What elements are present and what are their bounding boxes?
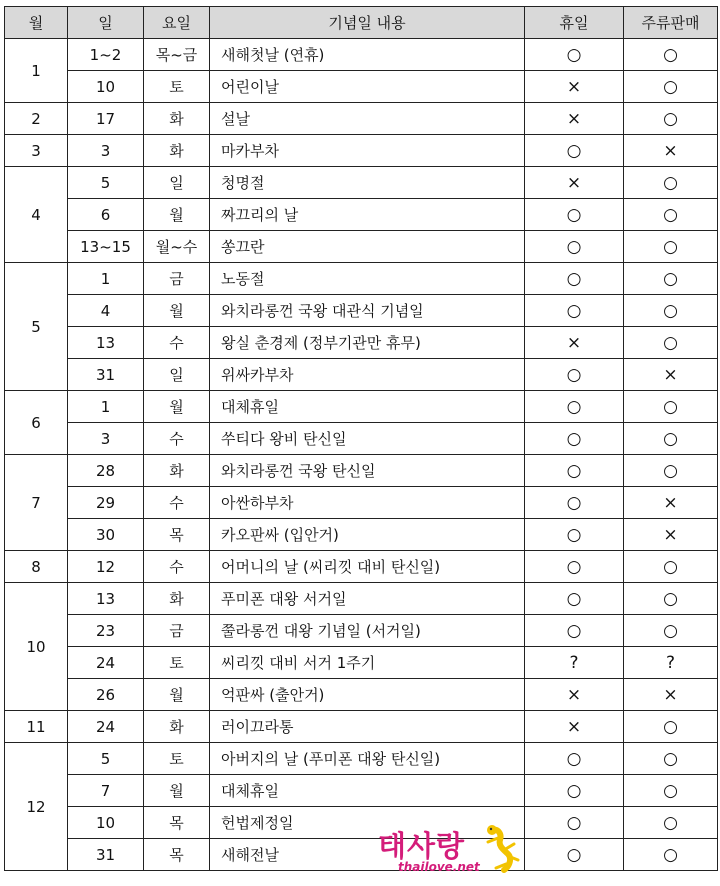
header-holiday: 휴일 <box>525 7 624 39</box>
weekday-cell: 수 <box>144 487 210 519</box>
alcohol-mark: ○ <box>624 711 718 743</box>
holiday-mark: × <box>525 103 624 135</box>
holiday-mark: ○ <box>525 39 624 71</box>
description-cell: 노동절 <box>210 263 525 295</box>
weekday-cell: 월 <box>144 199 210 231</box>
description-cell: 쏭끄란 <box>210 231 525 263</box>
header-month: 월 <box>5 7 68 39</box>
holiday-mark: ○ <box>525 455 624 487</box>
weekday-cell: 목 <box>144 839 210 871</box>
holiday-mark: × <box>525 679 624 711</box>
holiday-mark: ○ <box>525 615 624 647</box>
description-cell: 억판싸 (출안거) <box>210 679 525 711</box>
holiday-mark: ○ <box>525 199 624 231</box>
table-row <box>5 359 718 391</box>
day-cell: 24 <box>68 647 144 679</box>
description-cell: 쑤티다 왕비 탄신일 <box>210 423 525 455</box>
alcohol-mark: × <box>624 359 718 391</box>
description-cell: 카오판싸 (입안거) <box>210 519 525 551</box>
day-cell: 28 <box>68 455 144 487</box>
description-cell: 새해첫날 (연휴) <box>210 39 525 71</box>
alcohol-mark: ○ <box>624 263 718 295</box>
description-cell: 마카부차 <box>210 135 525 167</box>
weekday-cell: 일 <box>144 359 210 391</box>
holiday-mark: ○ <box>525 551 624 583</box>
day-cell: 17 <box>68 103 144 135</box>
day-cell: 4 <box>68 295 144 327</box>
alcohol-mark: ○ <box>624 455 718 487</box>
weekday-cell: 월 <box>144 295 210 327</box>
month-cell: 7 <box>5 455 68 551</box>
holiday-mark: × <box>525 711 624 743</box>
description-cell: 짜끄리의 날 <box>210 199 525 231</box>
day-cell: 13~15 <box>68 231 144 263</box>
table-row <box>5 231 718 263</box>
holiday-mark: ○ <box>525 583 624 615</box>
holiday-mark: ? <box>525 647 624 679</box>
alcohol-mark: ○ <box>624 103 718 135</box>
holiday-mark: ○ <box>525 295 624 327</box>
alcohol-mark: ○ <box>624 295 718 327</box>
description-cell: 대체휴일 <box>210 391 525 423</box>
weekday-cell: 금 <box>144 263 210 295</box>
day-cell: 6 <box>68 199 144 231</box>
logo-url-text: thailove.net <box>398 860 480 874</box>
day-cell: 1 <box>68 391 144 423</box>
table-row <box>5 135 718 167</box>
day-cell: 3 <box>68 423 144 455</box>
day-cell: 13 <box>68 327 144 359</box>
table-row <box>5 615 718 647</box>
weekday-cell: 금 <box>144 615 210 647</box>
description-cell: 와치라롱껀 국왕 대관식 기념일 <box>210 295 525 327</box>
weekday-cell: 화 <box>144 455 210 487</box>
header-day: 일 <box>68 7 144 39</box>
weekday-cell: 목 <box>144 519 210 551</box>
logo-korean-text: 태사랑 <box>378 829 466 863</box>
holiday-mark: × <box>525 327 624 359</box>
weekday-cell: 일 <box>144 167 210 199</box>
description-cell: 새해전날 <box>210 839 525 871</box>
alcohol-mark: ○ <box>624 551 718 583</box>
table-row <box>5 455 718 487</box>
thailove-logo <box>378 824 528 884</box>
alcohol-mark: × <box>624 135 718 167</box>
day-cell: 30 <box>68 519 144 551</box>
day-cell: 5 <box>68 167 144 199</box>
day-cell: 12 <box>68 551 144 583</box>
month-cell: 1 <box>5 39 68 103</box>
day-cell: 31 <box>68 359 144 391</box>
holiday-mark: ○ <box>525 359 624 391</box>
table-row <box>5 391 718 423</box>
day-cell: 10 <box>68 807 144 839</box>
holiday-mark: × <box>525 167 624 199</box>
weekday-cell: 월 <box>144 775 210 807</box>
header-description: 기념일 내용 <box>210 7 525 39</box>
alcohol-mark: ○ <box>624 71 718 103</box>
holiday-mark: ○ <box>525 263 624 295</box>
description-cell: 어린이날 <box>210 71 525 103</box>
day-cell: 29 <box>68 487 144 519</box>
day-cell: 13 <box>68 583 144 615</box>
alcohol-mark: ○ <box>624 199 718 231</box>
alcohol-mark: × <box>624 679 718 711</box>
month-cell: 2 <box>5 103 68 135</box>
weekday-cell: 월 <box>144 679 210 711</box>
description-cell: 위싸카부차 <box>210 359 525 391</box>
lizard-icon <box>482 824 526 876</box>
holiday-mark: ○ <box>525 775 624 807</box>
alcohol-mark: ○ <box>624 615 718 647</box>
header-weekday: 요일 <box>144 7 210 39</box>
description-cell: 설날 <box>210 103 525 135</box>
table-row <box>5 775 718 807</box>
description-cell: 헌법제정일 <box>210 807 525 839</box>
month-cell: 3 <box>5 135 68 167</box>
table-row <box>5 679 718 711</box>
table-row <box>5 839 718 871</box>
weekday-cell: 토 <box>144 647 210 679</box>
description-cell: 어머니의 날 (씨리낏 대비 탄신일) <box>210 551 525 583</box>
weekday-cell: 화 <box>144 583 210 615</box>
description-cell: 러이끄라통 <box>210 711 525 743</box>
description-cell: 푸미폰 대왕 서거일 <box>210 583 525 615</box>
table-row <box>5 711 718 743</box>
description-cell: 아싼하부차 <box>210 487 525 519</box>
description-cell: 씨리낏 대비 서거 1주기 <box>210 647 525 679</box>
weekday-cell: 수 <box>144 327 210 359</box>
holiday-mark: ○ <box>525 519 624 551</box>
weekday-cell: 수 <box>144 423 210 455</box>
day-cell: 10 <box>68 71 144 103</box>
table-row <box>5 423 718 455</box>
description-cell: 청명절 <box>210 167 525 199</box>
table-header-row <box>5 7 718 39</box>
alcohol-mark: ○ <box>624 327 718 359</box>
alcohol-mark: × <box>624 519 718 551</box>
holiday-mark: ○ <box>525 839 624 871</box>
holiday-mark: ○ <box>525 231 624 263</box>
table-row <box>5 519 718 551</box>
alcohol-mark: ? <box>624 647 718 679</box>
day-cell: 1~2 <box>68 39 144 71</box>
day-cell: 7 <box>68 775 144 807</box>
day-cell: 24 <box>68 711 144 743</box>
holiday-mark: ○ <box>525 487 624 519</box>
month-cell: 6 <box>5 391 68 455</box>
holiday-mark: ○ <box>525 135 624 167</box>
table-row <box>5 167 718 199</box>
month-cell: 4 <box>5 167 68 263</box>
weekday-cell: 목~금 <box>144 39 210 71</box>
table-row <box>5 71 718 103</box>
month-cell: 12 <box>5 743 68 871</box>
day-cell: 3 <box>68 135 144 167</box>
table-row <box>5 807 718 839</box>
table-row <box>5 487 718 519</box>
day-cell: 31 <box>68 839 144 871</box>
table-row <box>5 103 718 135</box>
alcohol-mark: ○ <box>624 775 718 807</box>
alcohol-mark: ○ <box>624 231 718 263</box>
day-cell: 5 <box>68 743 144 775</box>
holiday-mark: ○ <box>525 743 624 775</box>
alcohol-mark: × <box>624 487 718 519</box>
month-cell: 8 <box>5 551 68 583</box>
table-row <box>5 199 718 231</box>
alcohol-mark: ○ <box>624 391 718 423</box>
weekday-cell: 수 <box>144 551 210 583</box>
month-cell: 10 <box>5 583 68 711</box>
holiday-mark: ○ <box>525 423 624 455</box>
weekday-cell: 월 <box>144 391 210 423</box>
table-row <box>5 743 718 775</box>
header-alcohol-sale: 주류판매 <box>624 7 718 39</box>
alcohol-mark: ○ <box>624 583 718 615</box>
table-row <box>5 295 718 327</box>
alcohol-mark: ○ <box>624 423 718 455</box>
table-row <box>5 327 718 359</box>
weekday-cell: 화 <box>144 711 210 743</box>
alcohol-mark: ○ <box>624 807 718 839</box>
holiday-mark: ○ <box>525 391 624 423</box>
alcohol-mark: ○ <box>624 39 718 71</box>
day-cell: 1 <box>68 263 144 295</box>
weekday-cell: 토 <box>144 71 210 103</box>
alcohol-mark: ○ <box>624 743 718 775</box>
day-cell: 26 <box>68 679 144 711</box>
table-row <box>5 583 718 615</box>
holiday-table <box>4 6 718 871</box>
alcohol-mark: ○ <box>624 167 718 199</box>
description-cell: 쭐라롱껀 대왕 기념일 (서거일) <box>210 615 525 647</box>
weekday-cell: 화 <box>144 103 210 135</box>
description-cell: 대체휴일 <box>210 775 525 807</box>
table-row <box>5 551 718 583</box>
table-row <box>5 647 718 679</box>
weekday-cell: 목 <box>144 807 210 839</box>
month-cell: 5 <box>5 263 68 391</box>
description-cell: 왕실 춘경제 (정부기관만 휴무) <box>210 327 525 359</box>
table-row <box>5 263 718 295</box>
weekday-cell: 토 <box>144 743 210 775</box>
weekday-cell: 월~수 <box>144 231 210 263</box>
description-cell: 아버지의 날 (푸미폰 대왕 탄신일) <box>210 743 525 775</box>
table-row <box>5 39 718 71</box>
month-cell: 11 <box>5 711 68 743</box>
day-cell: 23 <box>68 615 144 647</box>
holiday-mark: ○ <box>525 807 624 839</box>
holiday-mark: × <box>525 71 624 103</box>
weekday-cell: 화 <box>144 135 210 167</box>
alcohol-mark: ○ <box>624 839 718 871</box>
description-cell: 와치라롱껀 국왕 탄신일 <box>210 455 525 487</box>
